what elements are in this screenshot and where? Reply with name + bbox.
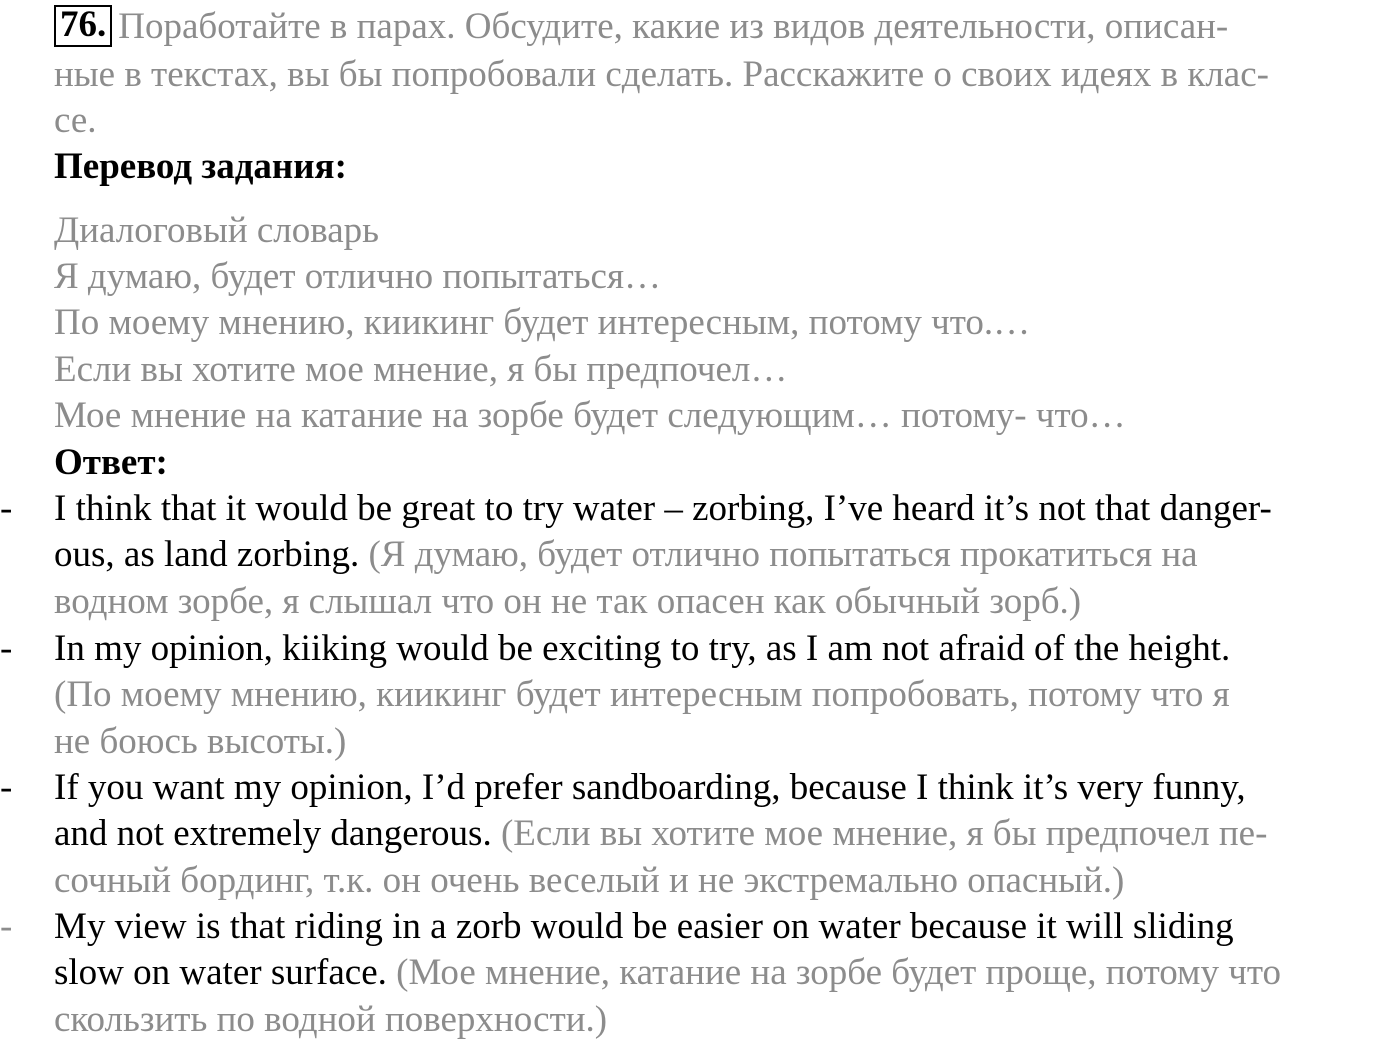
vocabulary-title: Диалоговый словарь <box>54 210 380 251</box>
exercise-number: 76. <box>54 5 112 47</box>
vocabulary-item: Я думаю, будет отлично попытаться… <box>54 256 661 297</box>
answer-3-english: and not extremely dangerous. <box>54 813 492 854</box>
answer-1-line-2 <box>54 532 1198 578</box>
answer-1-russian: (Я думаю, будет отлично попытаться прокатиться на <box>359 534 1198 575</box>
bullet-dash: - <box>0 488 13 529</box>
answer-4-line-1: My view is that riding in a zorb would be easier on water because it will sliding <box>54 906 1234 947</box>
task-text: Поработайте в парах. Обсудите, какие из видов деятельности, описан- <box>118 6 1229 47</box>
bullet-dash: - <box>0 628 13 669</box>
answer-1-english: ous, as land zorbing. <box>54 534 360 575</box>
answer-4-english: slow on water surface. <box>54 952 387 993</box>
answer-2-line-2: (По моему мнению, киикинг будет интересным попробовать, потому что я <box>54 674 1230 715</box>
vocabulary-item: Мое мнение на катание на зорбе будет следующим… потому- что… <box>54 395 1126 436</box>
translation-heading: Перевод задания: <box>54 146 347 187</box>
bullet-dash: - <box>0 767 13 808</box>
answer-2-line-1: In my opinion, kiiking would be exciting to try, as I am not afraid of the height. <box>54 628 1231 669</box>
answer-4-russian: (Мое мнение, катание на зорбе будет проще, потому что <box>386 952 1281 993</box>
answer-4-line-3: скользить по водной поверхности.) <box>54 999 608 1040</box>
bullet-dash: - <box>0 906 13 947</box>
answer-3-line-2 <box>54 811 1267 857</box>
vocabulary-item: Если вы хотите мое мнение, я бы предпочел… <box>54 349 788 390</box>
vocabulary-item: По моему мнению, киикинг будет интересным, потому что.… <box>54 302 1031 343</box>
answer-3-line-1: If you want my opinion, I’d prefer sandboarding, because I think it’s very funny, <box>54 767 1246 808</box>
task-line-2: ные в текстах, вы бы попробовали сделать. Расскажите о своих идеях в клас- <box>54 54 1269 95</box>
answer-2-line-3: не боюсь высоты.) <box>54 721 347 762</box>
answer-heading: Ответ: <box>54 442 168 483</box>
answer-1-line-3: водном зорбе, я слышал что он не так опасен как обычный зорб.) <box>54 581 1082 622</box>
task-line-1 <box>54 4 1228 50</box>
answer-4-line-2 <box>54 950 1281 996</box>
task-line-3: се. <box>54 100 97 141</box>
answer-3-line-3: сочный бординг, т.к. он очень веселый и не экстремально опасный.) <box>54 860 1125 901</box>
answer-3-russian: (Если вы хотите мое мнение, я бы предпочел пе- <box>491 813 1268 854</box>
answer-1-line-1: I think that it would be great to try water – zorbing, I’ve heard it’s not that danger- <box>54 488 1272 529</box>
